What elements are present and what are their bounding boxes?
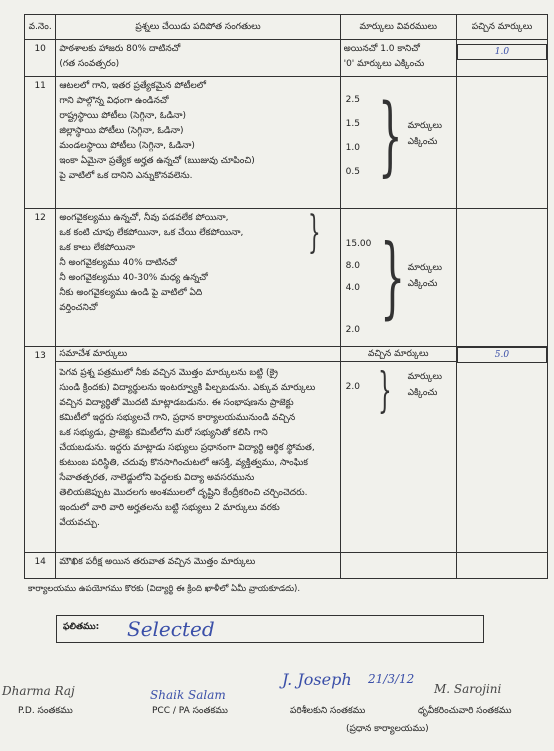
table-row-11 — [25, 76, 548, 208]
office-use-note: కార్యాలయము ఉపయోగము కొరకు (విద్యార్థి ఈ క్రింది ఖాళీలో ఏమీ వ్రాయకూడదు). — [28, 584, 301, 594]
row-awarded — [456, 76, 547, 208]
observer-signature: J. Joseph — [282, 670, 352, 689]
row-description: ఆటలలో గాని, ఇతర ప్రత్యేకమైన పోటీలలో గాని పాల్గొన్న విధంగా ఉండినచో రాష్ట్రస్థాయి పోటీలు (సెగ్గినా, ఓడినా) జిల్లాస్థాయి పోటీలు (సెగ్గినా, ఓడినా) మండలస్థాయి పోటీలు (సెగ్గినా, ఓడినా) ఇంకా ఏమైనా ప్రత్యేక అర్హత ఉన్నచో (ఋజువు చూపించి) పై వాటిలో ఒక దానిని ఎన్నుకొనవలెను. — [56, 76, 340, 208]
row-subheading: సమాచేశ మార్కులు — [56, 347, 339, 362]
verifier-signature-label: ధృవీకరించువారి సంతకము — [418, 706, 512, 716]
table-row-14 — [25, 552, 548, 578]
col-header-no: వ.నెం. — [25, 15, 56, 40]
row-marks-detail — [340, 552, 456, 578]
row-description: మౌఖిక పరీక్ష అయిన తరువాత వచ్చిన మొత్తం మార్కులు — [56, 552, 340, 578]
col-header-description: ప్రశ్నలు చేయిడు పదిపోత సంగతులు — [56, 15, 340, 40]
row-marks-detail: 15.00 8.0 4.0 2.0 } మార్కులు ఎక్కించు — [340, 208, 456, 346]
awarded-value: 1.0 — [457, 44, 547, 60]
row-number: 10 — [25, 40, 56, 77]
brace-icon: } — [379, 224, 405, 328]
row-number: 14 — [25, 552, 56, 578]
row-description: సమాచేశ మార్కులు పెగవ ప్రశ్న పత్రములో నీకు వచ్చిన మొత్తం మార్కులను బట్టి (క్రై సుండి క్రిందకు) విద్యార్థులను ఇంటర్వ్యూకి పిల్చబడును. ఎక్కువ మార్కులు వచ్చిన విద్యార్థితో మొదటి మాట్లాడబడును. ఈ సంభాషణను ప్రాజెక్టు కమిటీలో ఇద్దరు సభ్యులచే గాని, ప్రధాన కార్యాలయమునుండి వచ్చిన ఒక సభ్యుడు, ప్రాజెక్టు కమిటీలోని మరో సభ్యునితో కలిసి గాని చేయబడును. ఇద్దరు మాట్లాడు సభ్యులు ప్రధానంగా విద్యార్థి ఆర్థిక స్థోమత, కుటుంబ పరిస్థితి, చదువు కొనసాగించుటలో ఆసక్తి, వ్యక్తిత్వము, సాంఘిక సేవాతత్పరత, నాలెడ్జులోని పెద్దలకు విద్యా అవసరమును తెలియజెప్పుట మొదలగు అంశములలో దృష్టిని కేంద్రీకరించి చర్చించెదరు. ఇందులో వారి వారి అర్హతలను బట్టి సభ్యులు 2 మార్కులు వరకు వేయవచ్చు. — [56, 346, 340, 552]
row-awarded — [456, 346, 547, 552]
row-marks-detail: 2.5 1.5 1.0 0.5 } మార్కులు ఎక్కించు — [340, 76, 456, 208]
table-header-row — [25, 15, 548, 40]
brace-icon: } — [377, 85, 403, 186]
row-number: 11 — [25, 76, 56, 208]
result-value: Selected — [127, 617, 215, 641]
row-awarded — [456, 40, 547, 77]
observer-signature-label: పరిశీలకుని సంతకము — [290, 706, 366, 716]
awarded-value: 5.0 — [457, 347, 547, 363]
result-box — [56, 615, 484, 643]
verifier-signature: M. Sarojini — [434, 682, 502, 696]
row-awarded — [456, 552, 547, 578]
pcc-signature-label: PCC / PA సంతకము — [152, 706, 228, 716]
row-number: 13 — [25, 346, 56, 552]
marks-subheading: వచ్చిన మార్కులు — [341, 347, 456, 362]
row-marks-detail: అయినచో 1.0 కానిచో '0' మార్కులు ఎక్కించు — [340, 40, 456, 77]
pd-signature-label: P.D. సంతకము — [18, 706, 73, 716]
col-header-marks: మార్కులు వివరములు — [340, 15, 456, 40]
table-row-13 — [25, 346, 548, 552]
row-number: 12 — [25, 208, 56, 346]
result-label: ఫలితము: — [63, 622, 100, 632]
row-description: అంగవైకల్యము ఉన్నచో, నీవు పడవలేక పోయినా, ఒక కంటి చూపు లేకపోయినా, ఒక చేయి లేకపోయినా, ఒక కాలు లేకపోయినా నీ అంగవైకల్యము 40% దాటినచో నీ అంగవైకల్యము 40-30% మధ్య ఉన్నచో నీకు అంగవైకల్యము ఉండి పై వాటిలో ఏది వర్తించనిచో } — [56, 208, 340, 346]
brace-icon: } — [308, 206, 321, 258]
row-marks-detail: వచ్చిన మార్కులు 2.0 } మార్కులు ఎక్కించు — [340, 346, 456, 552]
col-header-awarded: పచ్చిన మార్కులు — [456, 15, 547, 40]
pd-signature: Dharma Raj — [2, 684, 75, 698]
row-awarded — [456, 208, 547, 346]
observer-signature-date: 21/3/12 — [368, 672, 415, 686]
brace-icon: } — [377, 361, 392, 418]
row-description: పాఠశాలకు హాజరు 80% దాటినచో (గత సంవత్సరం) — [56, 40, 340, 77]
marks-table — [24, 14, 548, 579]
table-row-10 — [25, 40, 548, 77]
table-row-12 — [25, 208, 548, 346]
pcc-signature: Shaik Salam — [150, 688, 226, 702]
observer-signature-sub: (ప్రధాన కార్యాలయము) — [346, 724, 429, 734]
